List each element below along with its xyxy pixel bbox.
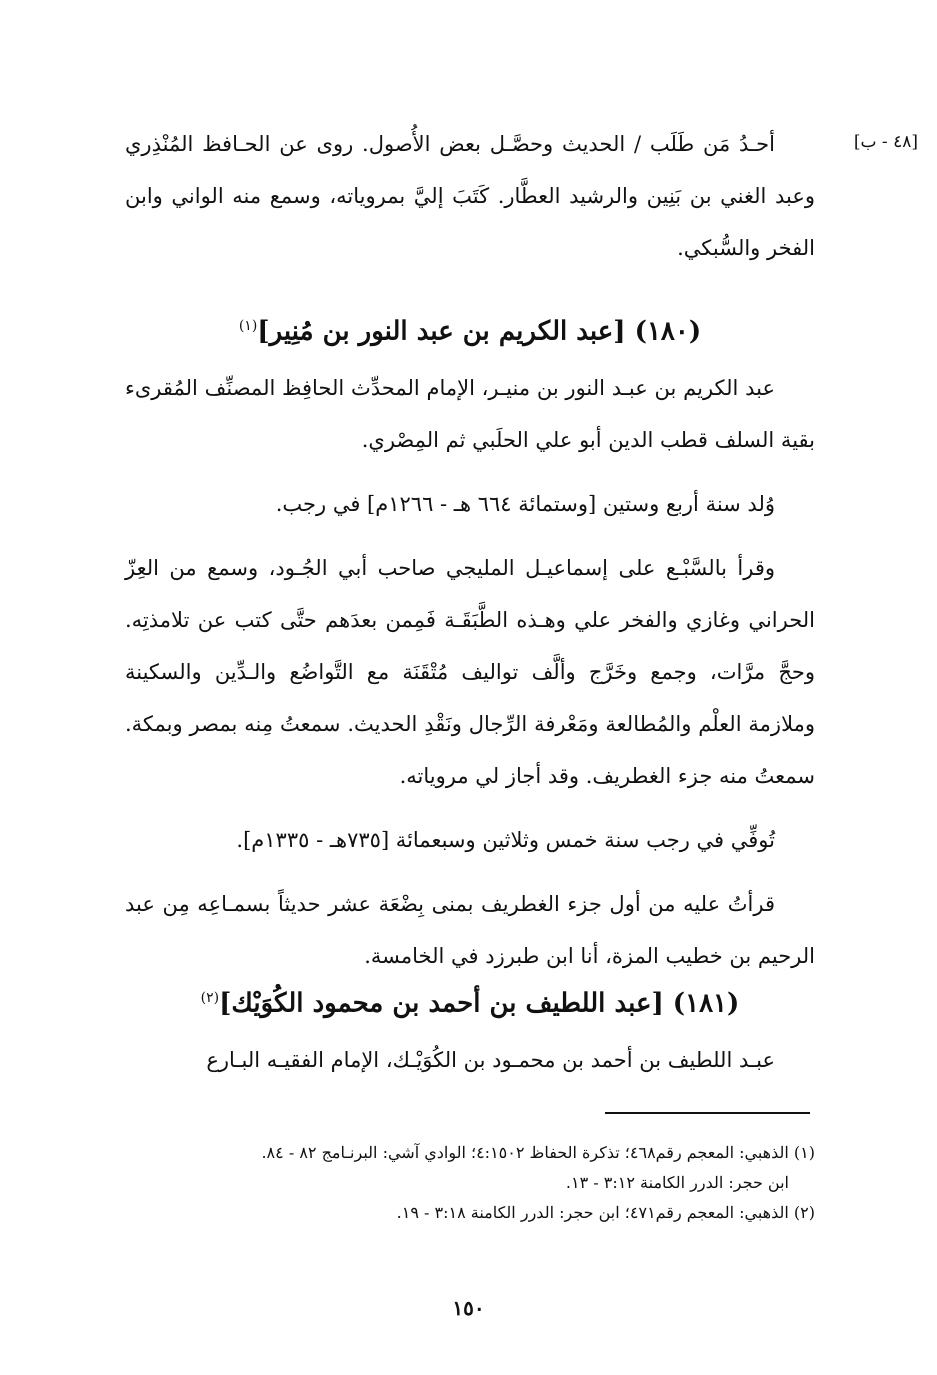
margin-folio-note: [٤٨ - ب]: [853, 132, 918, 152]
entry-181-body: [125, 1034, 815, 1086]
footnote-1-line-1: (١) الذهبي: المعجم رقم٤٦٨؛ تذكرة الحفاظ ٤:١٥٠٢؛ الوادي آشي: البرنـامج ٨٢ - ٨٤.: [261, 1143, 815, 1162]
entry-180-paragraph-4: تُوفِّي في رجب سنة خمس وثلاثين وسبعمائة [٧٣٥هـ - ١٣٣٥م].: [236, 828, 775, 852]
entry-180-heading: [125, 306, 815, 352]
entry-181-heading: [125, 978, 815, 1024]
entry-180-paragraph-2: وُلد سنة أربع وستين [وستمائة ٦٦٤ هـ - ١٢٦٦م] في رجب.: [275, 492, 775, 516]
footnote-1: [125, 1138, 815, 1198]
footnote-2-line-1: (٢) الذهبي: المعجم رقم٤٧١؛ ابن حجر: الدرر الكامنة ٣:١٨ - ١٩.: [396, 1203, 815, 1222]
intro-block: [125, 118, 815, 274]
entry-181-paragraph-1: عبـد اللطيف بن أحمد بن محمـود بن الكُوَيْـك، الإمام الفقيـه البـارع: [206, 1048, 775, 1072]
entry-180-paragraph-5: قرأتُ عليه من أول جزء الغطريف بمنى بِضْعَة عشر حديثاً بسمـاعِه مِن عبد الرحيم بن خطيب المزة، أنا ابن طبرزد في الخامسة.: [125, 892, 815, 968]
page-number: ١٥٠: [452, 1296, 485, 1320]
entry-181-title: (١٨١) [عبد اللطيف بن أحمد بن محمود الكُوَيْك]: [219, 988, 740, 1019]
footnote-divider: [605, 1112, 810, 1114]
entry-181-footnote-ref: (٢): [200, 990, 220, 1006]
entry-180-footnote-ref: (١): [238, 318, 258, 334]
footnotes: [125, 1138, 815, 1228]
footnote-2: [125, 1198, 815, 1228]
footnote-1-line-2: ابن حجر: الدرر الكامنة ٣:١٢ - ١٣.: [565, 1173, 789, 1192]
entry-180-body: [125, 362, 815, 982]
intro-paragraph: أحـدُ مَن طَلَب / الحديث وحصَّـل بعض الأُصول. روى عن الحـافظ المُنْذِري وعبد الغني بن بَنِين والرشيد العطَّار. كَتَبَ إليَّ بمروياته، وسمع منه الواني وابن الفخر والسُّبكي.: [125, 132, 815, 260]
entry-180-paragraph-3: وقرأ بالسَّبْـع على إسماعيـل المليجي صاحب أبي الجُـود، وسمع من العِزّ الحراني وغازي والفخر علي وهـذه الطَّبَقَـة فَمِمن بعدَهم حتَّى كتب عن تلامذتِه. وحجَّ مرَّات، وجمع وخَرَّج وألَّف تواليف مُتْقَنَة مع التَّواضُع والـدِّين والسكينة وملازمة العلْم والمُطالعة ومَعْرفة الرِّجال ونَقْدِ الحديث. سمعتُ مِنه بمصر وبمكة. سمعتُ منه جزء الغطريف. وقد أجاز لي مروياته.: [125, 556, 815, 788]
entry-180-title: (١٨٠) [عبد الكريم بن عبد النور بن مُنِير]: [257, 316, 702, 347]
entry-180-paragraph-1: عبد الكريم بن عبـد النور بن منيـر، الإمام المحدِّث الحافِظ المصنِّف المُقرىء بقية السلف قطب الدين أبو علي الحلَبي ثم المِصْري.: [125, 376, 815, 452]
